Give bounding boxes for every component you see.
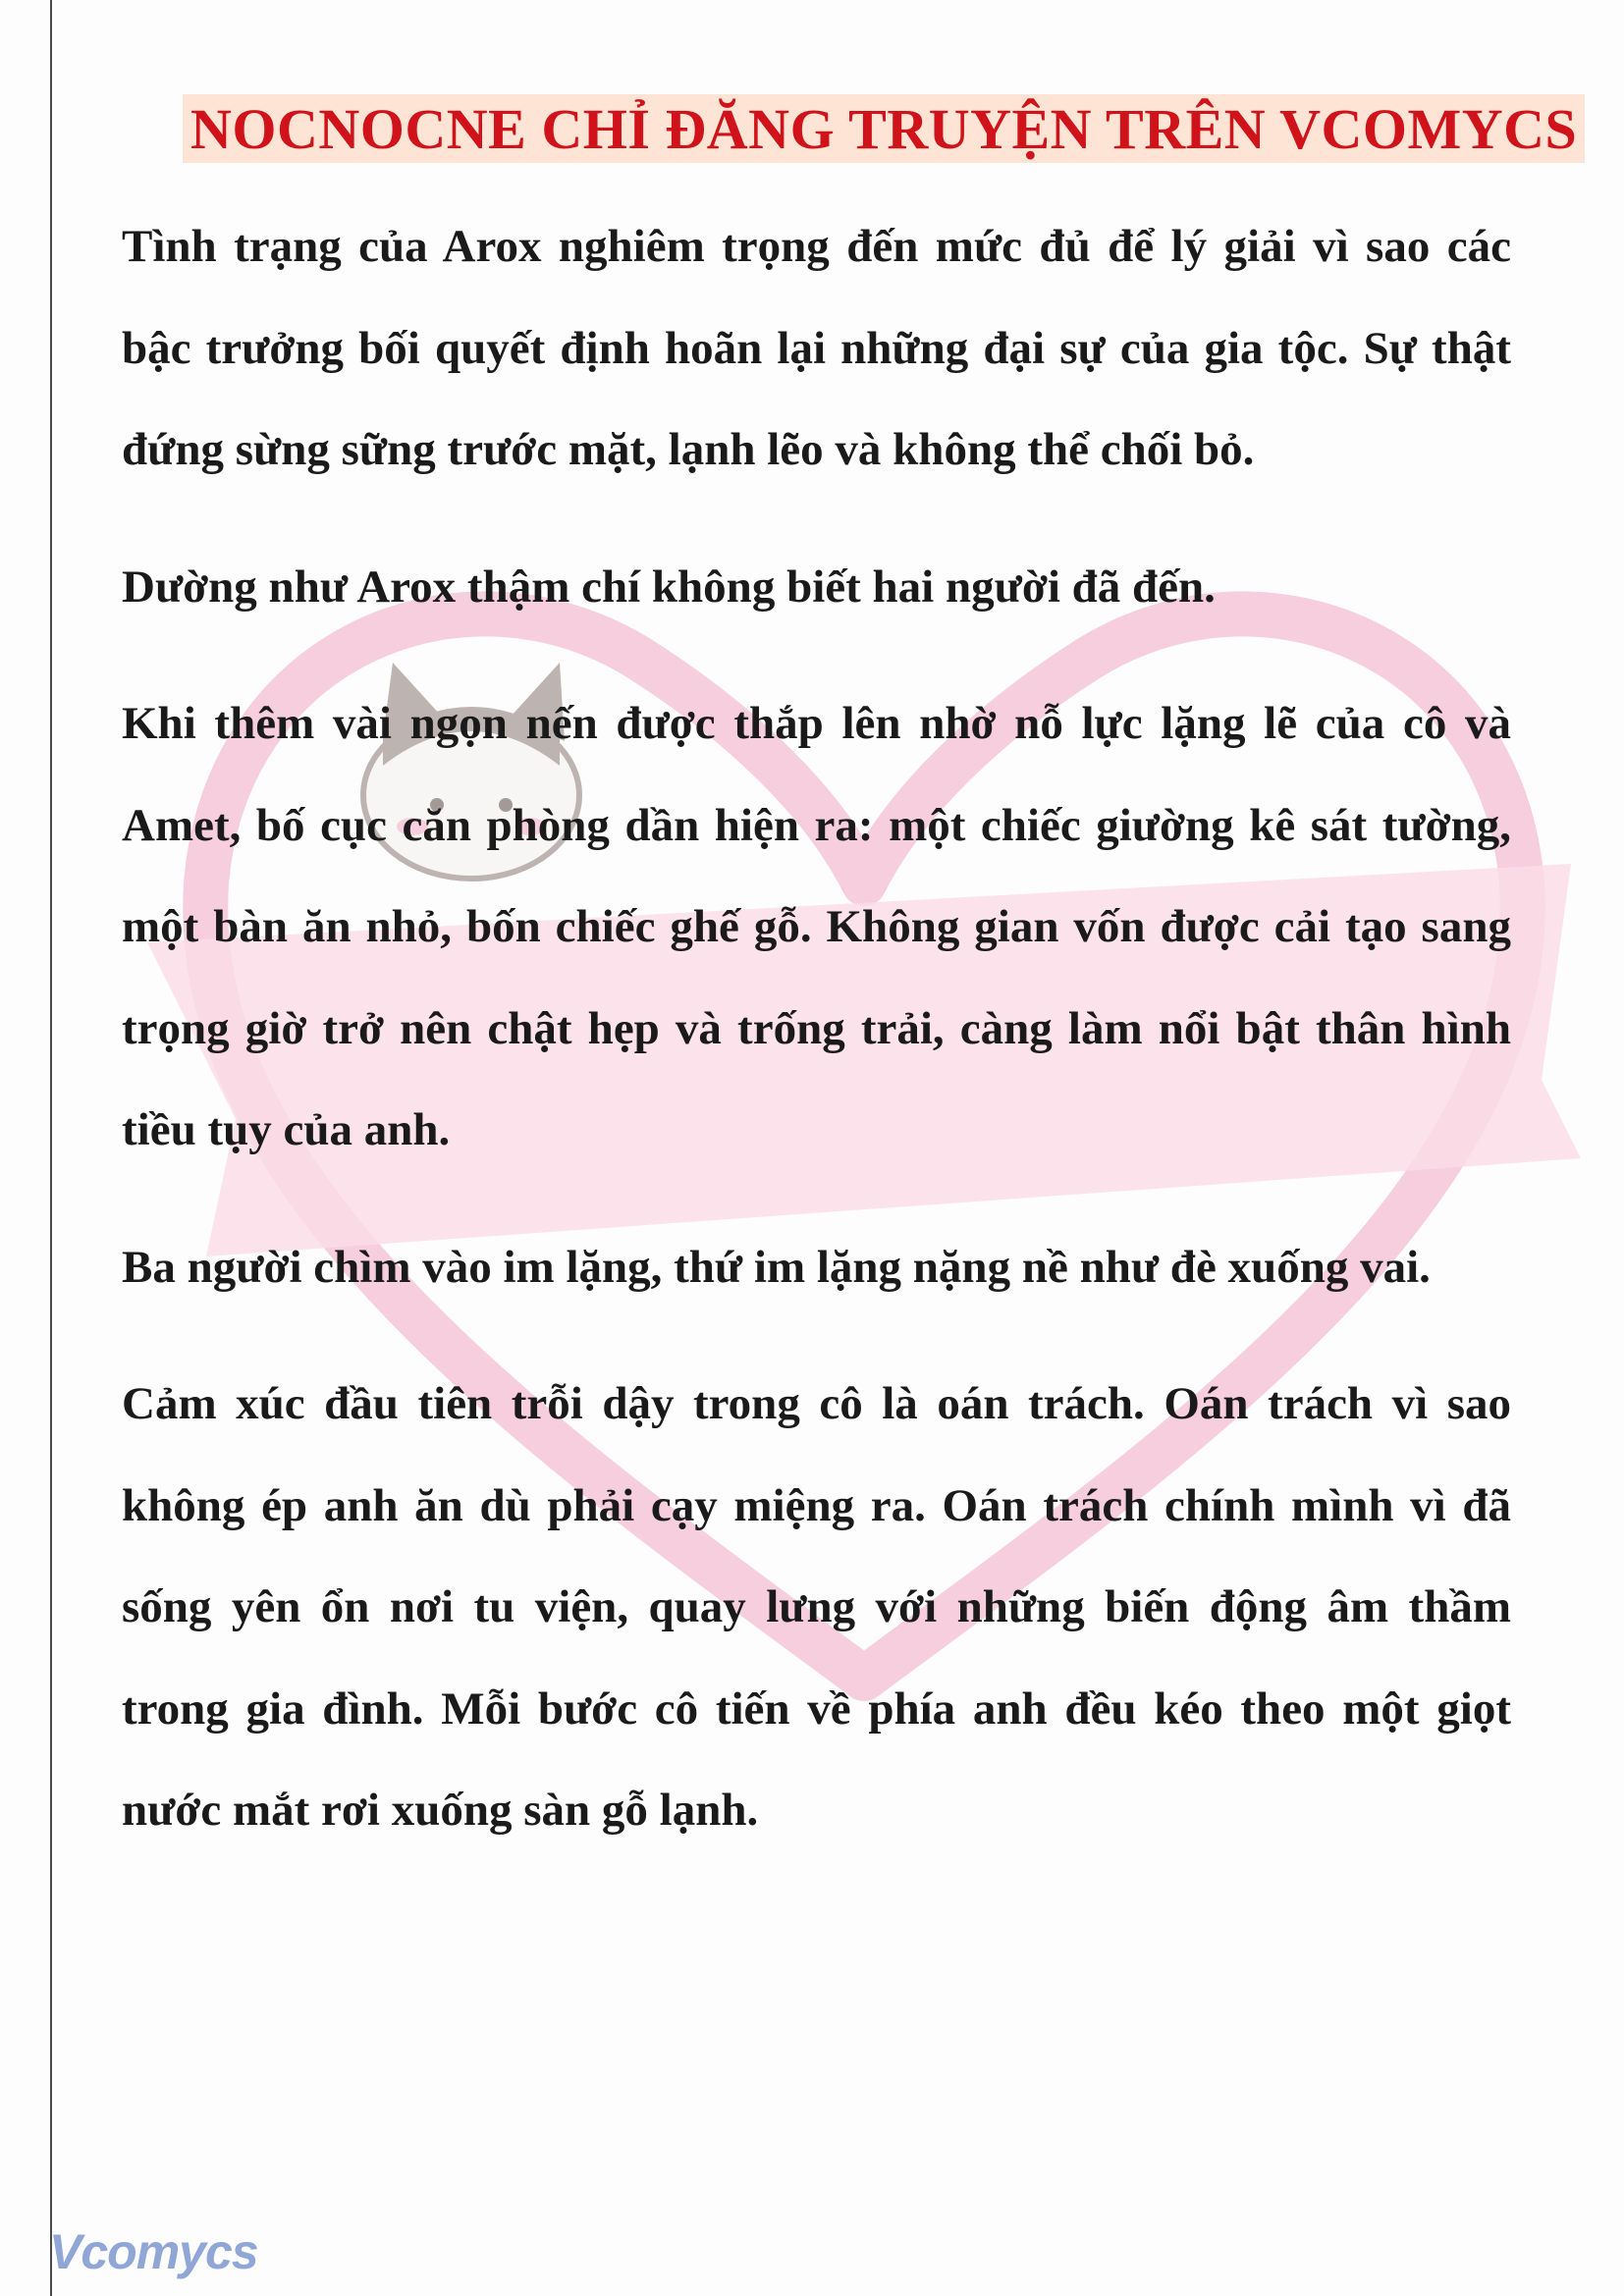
header-title: NOCNOCNE CHỈ ĐĂNG TRUYỆN TRÊN VCOMYCS [190, 96, 1578, 161]
paragraph: Ba người chìm vào im lặng, thứ im lặng nặng nề như đè xuống vai. [122, 1241, 1431, 1293]
paragraph: Tình trạng của Arox nghiêm trọng đến mức đủ để lý giải vì sao các bậc trưởng bối quyết định hoãn lại những đại sự của gia tộc. Sự thật đứng sừng sững trước mặt, lạnh lẽo và không thể chối bỏ. [122, 221, 1511, 475]
story-body [122, 196, 1511, 1897]
paragraph: Cảm xúc đầu tiên trỗi dậy trong cô là oán trách. Oán trách vì sao không ép anh ăn dù phải cạy miệng ra. Oán trách chính mình vì đã sống yên ổn nơi tu viện, quay lưng với những biến động âm thầm trong gia đình. Mỗi bước cô tiến về phía anh đều kéo theo một giọt nước mắt rơi xuống sàn gỗ lạnh. [122, 1378, 1511, 1836]
paragraph: Dường như Arox thậm chí không biết hai người đã đến. [122, 561, 1216, 613]
footer-logo-text: Vcomycs [49, 2224, 258, 2279]
paragraph: Khi thêm vài ngọn nến được thắp lên nhờ nỗ lực lặng lẽ của cô và Amet, bố cục căn phòng dần hiện ra: một chiếc giường kê sát tường, một bàn ăn nhỏ, bốn chiếc ghế gỗ. Không gian vốn được cải tạo sang trọng giờ trở nên chật hẹp và trống trải, càng làm nổi bật thân hình tiều tụy của anh. [122, 698, 1511, 1155]
header-banner [183, 94, 1585, 163]
page-margin-rule [50, 0, 52, 2296]
vcomycs-logo [49, 2223, 258, 2280]
